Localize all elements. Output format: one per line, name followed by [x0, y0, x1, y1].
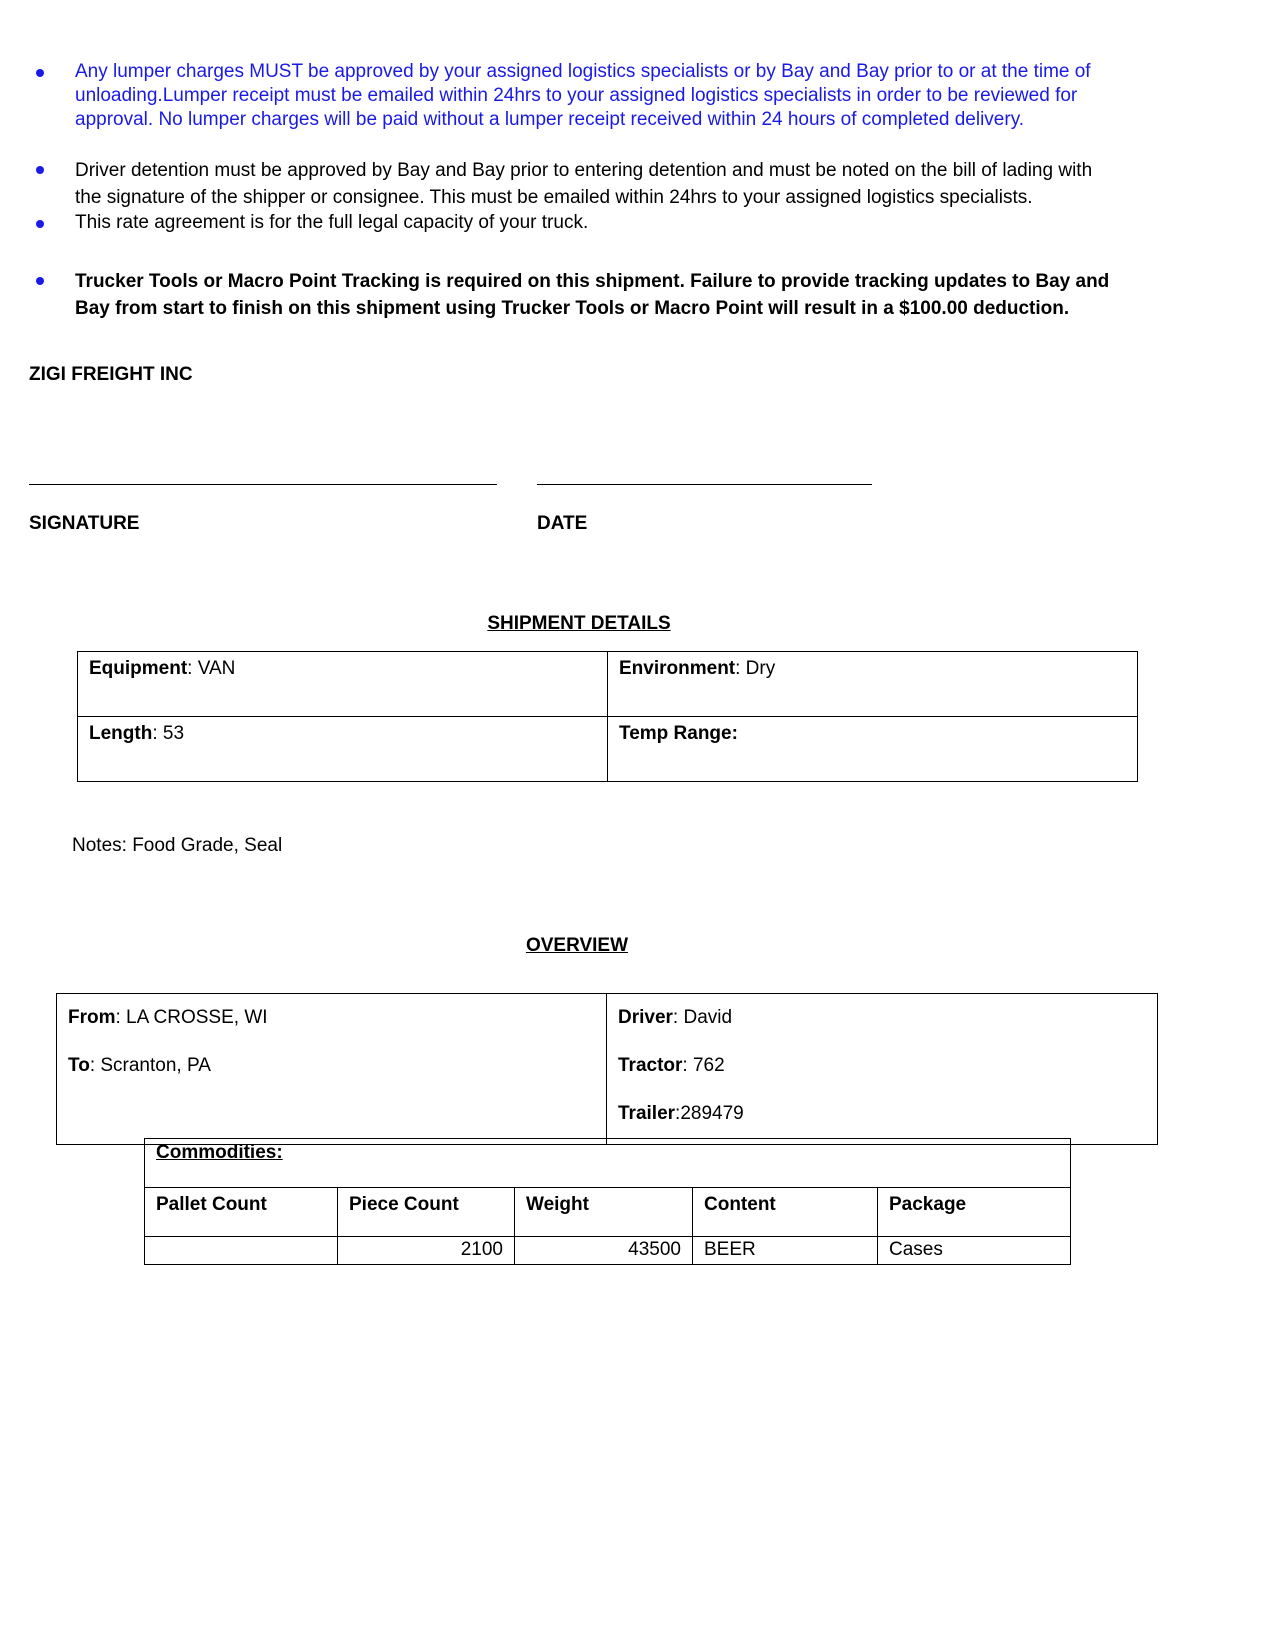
commodities-title-cell	[145, 1139, 1071, 1188]
environment-value: : Dry	[735, 658, 776, 679]
length-label: Length	[89, 723, 153, 744]
to-label: To	[68, 1055, 90, 1076]
date-label: DATE	[537, 513, 588, 534]
bullet-icon	[36, 220, 44, 228]
commodities-table	[144, 1138, 1071, 1265]
table-row	[145, 1237, 1071, 1265]
tractor-row	[618, 1042, 1146, 1090]
overview-heading: OVERVIEW	[525, 935, 629, 956]
length-value: : 53	[152, 723, 185, 744]
bullet-icon	[36, 277, 44, 285]
tractor-value: : 762	[682, 1055, 725, 1076]
piece-count-value: 2100	[338, 1237, 515, 1265]
detention-terms: Driver detention must be approved by Bay and Bay prior to entering detention and must be noted on the bill of lading with the signature of the shipper or consignee. This must be emailed within 24hrs to your assigned logistics specialists.	[75, 160, 1093, 208]
driver-label: Driver	[618, 1007, 673, 1028]
header-package: Package	[878, 1188, 1071, 1237]
from-label: From	[68, 1007, 116, 1028]
environment-cell	[608, 652, 1138, 717]
route-cell	[57, 994, 607, 1145]
tracking-terms: Trucker Tools or Macro Point Tracking is required on this shipment. Failure to provide tracking updates to Bay and Bay from start to finish on this shipment using Trucker Tools or Macro Point will result in a $100.00 deduction.	[75, 271, 1110, 319]
header-content: Content	[693, 1188, 878, 1237]
weight-value: 43500	[515, 1237, 693, 1265]
equipment-cell	[78, 652, 608, 717]
length-cell	[78, 717, 608, 782]
temp-range-label: Temp Range:	[619, 723, 738, 744]
signature-label: SIGNATURE	[29, 513, 140, 534]
trailer-label: Trailer	[618, 1103, 676, 1124]
pallet-count-value	[145, 1237, 338, 1265]
package-value: Cases	[878, 1237, 1071, 1265]
signature-line	[29, 484, 497, 485]
tractor-label: Tractor	[618, 1055, 683, 1076]
from-row	[68, 994, 595, 1042]
carrier-name: ZIGI FREIGHT INC	[29, 364, 193, 385]
header-pallet-count: Pallet Count	[145, 1188, 338, 1237]
trailer-row	[618, 1090, 1146, 1138]
environment-label: Environment	[619, 658, 736, 679]
driver-row	[618, 994, 1146, 1042]
driver-value: : David	[672, 1007, 733, 1028]
commodities-title: Commodities:	[156, 1142, 283, 1163]
shipment-details-heading: SHIPMENT DETAILS	[487, 613, 671, 634]
trailer-value: :289479	[675, 1103, 744, 1124]
header-weight: Weight	[515, 1188, 693, 1237]
shipment-details-table	[77, 651, 1138, 782]
bullet-icon	[36, 69, 44, 77]
equipment-value: : VAN	[187, 658, 236, 679]
date-line	[537, 484, 872, 485]
capacity-terms: This rate agreement is for the full legal capacity of your truck.	[75, 212, 589, 233]
bullet-icon	[36, 166, 44, 174]
content-value: BEER	[693, 1237, 878, 1265]
to-row	[68, 1042, 595, 1090]
header-piece-count: Piece Count	[338, 1188, 515, 1237]
temp-range-cell	[608, 717, 1138, 782]
overview-table	[56, 993, 1158, 1145]
lumper-terms: Any lumper charges MUST be approved by your assigned logistics specialists or by Bay and Bay prior to or at the time of unloading.Lumper receipt must be emailed within 24hrs to your assigned logistics specialists in order to be reviewed for approval. No lumper charges will be paid without a lumper receipt received within 24 hours of completed delivery.	[75, 61, 1091, 130]
equipment-label: Equipment	[89, 658, 188, 679]
notes: Notes: Food Grade, Seal	[72, 835, 283, 856]
to-value: : Scranton, PA	[89, 1055, 211, 1076]
from-value: : LA CROSSE, WI	[115, 1007, 268, 1028]
equipment-assignment-cell	[607, 994, 1158, 1145]
